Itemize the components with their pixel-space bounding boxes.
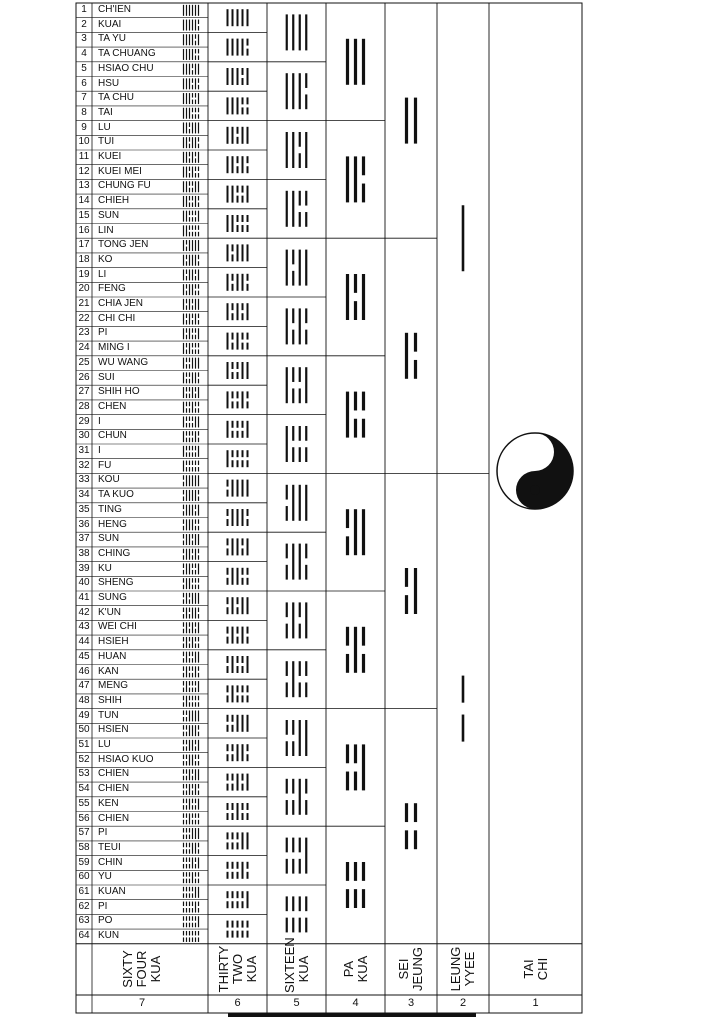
hexagram-symbol [184, 314, 199, 325]
kua-symbol [287, 367, 307, 403]
kua-symbol [348, 392, 364, 438]
hexagram-name: SHIH [98, 694, 122, 706]
hexagram-name: CHIEN [98, 812, 130, 824]
hexagram-number: 21 [78, 298, 90, 309]
kua-symbol [228, 421, 248, 438]
kua-symbol [228, 127, 248, 144]
hexagram-symbol [184, 181, 199, 192]
hexagram-name: CHIEN [98, 768, 130, 780]
hexagram-symbol [184, 122, 199, 133]
hexagram-symbol [184, 269, 199, 280]
hexagram-number: 15 [78, 209, 90, 221]
hexagram-number: 11 [78, 151, 90, 162]
kua-symbol [348, 744, 364, 790]
hexagram-symbol [184, 828, 199, 839]
column-number: 4 [352, 997, 359, 1009]
hexagram-name: MING I [98, 342, 130, 354]
kua-symbol [287, 308, 307, 344]
hexagram-symbol [184, 93, 199, 104]
hexagram-name: TA CHU [98, 92, 134, 104]
hexagram-number: 3 [81, 33, 87, 45]
hexagram-symbol [184, 769, 199, 780]
hexagram-name: FU [98, 459, 112, 471]
hexagram-number: 41 [78, 592, 90, 603]
kua-symbol [228, 450, 248, 467]
hexagram-number: 49 [78, 709, 90, 721]
hexagram-symbol [184, 416, 199, 427]
hexagram-symbol [184, 755, 199, 766]
column-number: 1 [532, 997, 539, 1009]
kua-symbol [228, 480, 248, 497]
column-number: 7 [138, 997, 146, 1009]
kua-symbol [287, 544, 307, 580]
hexagram-name: CHIEN [98, 783, 130, 795]
hexagram-number: 48 [78, 694, 90, 706]
hexagram-name: HSIAO KUO [98, 753, 154, 765]
hexagram-number: 58 [78, 841, 90, 853]
kua-symbol [228, 568, 248, 585]
hexagram-number: 28 [78, 400, 90, 412]
kua-symbol [228, 891, 248, 908]
hexagram-symbol [184, 475, 199, 486]
hexagram-number: 4 [81, 48, 87, 60]
hexagram-number: 33 [78, 474, 90, 486]
hexagram-symbol [184, 563, 199, 574]
hexagram-number: 10 [78, 136, 90, 148]
hexagram-number: 47 [78, 680, 90, 692]
hexagram-name: KUAI [98, 18, 122, 30]
hexagram-name: TA YU [98, 33, 126, 45]
bottom-bar [228, 1013, 476, 1017]
column-header: PA KUA [340, 956, 370, 983]
hexagram-number: 36 [78, 518, 90, 530]
hexagram-symbol [184, 843, 199, 854]
kua-symbol [228, 244, 248, 261]
hexagram-number: 14 [78, 195, 90, 207]
hexagram-name: MENG [98, 680, 128, 692]
column-header: LEUNG YYEE [448, 947, 477, 992]
hexagram-number: 38 [78, 547, 90, 559]
hexagram-symbol [184, 402, 199, 413]
hexagram-name: LI [98, 268, 107, 280]
hexagram-symbol [184, 49, 199, 60]
hexagram-number: 40 [78, 577, 90, 589]
hexagram-name: SUNG [98, 592, 127, 603]
hexagram-number: 45 [78, 650, 90, 662]
hexagram-symbol [184, 34, 199, 45]
hexagram-number: 35 [78, 503, 90, 515]
hexagram-symbol [184, 372, 199, 383]
hexagram-symbol [184, 902, 199, 913]
hexagram-name: SUN [98, 209, 120, 221]
hexagram-symbol [184, 519, 199, 530]
kua-symbol [348, 862, 364, 908]
hexagram-name: KUEI [98, 151, 122, 162]
hexagram-symbol [184, 225, 199, 236]
hexagram-symbol [184, 534, 199, 545]
kua-symbol [228, 597, 248, 614]
hexagram-symbol [184, 108, 199, 119]
hexagram-name: I [98, 445, 101, 456]
hexagram-symbol [184, 652, 199, 663]
hexagram-symbol [184, 64, 199, 75]
hexagram-number: 20 [78, 283, 90, 295]
hexagram-symbol [184, 461, 199, 472]
hexagram-symbol [184, 328, 199, 339]
column-header: SIXTY FOUR KUA [120, 950, 163, 989]
hexagram-symbol [184, 358, 199, 369]
column-header: SIXTEEN KUA [281, 937, 311, 994]
hexagram-name: KU [98, 562, 112, 574]
column-number: 6 [234, 997, 241, 1009]
kua-symbol [348, 509, 364, 555]
hexagram-name: LU [98, 121, 111, 133]
hexagram-name: KUEI MEI [98, 165, 142, 177]
kua-symbol [287, 602, 307, 638]
kua-symbol [228, 774, 248, 791]
yin-yang-icon [497, 433, 573, 509]
column-number: 5 [293, 997, 300, 1009]
hexagram-name: FENG [98, 283, 126, 295]
hexagram-symbol [184, 696, 199, 707]
hexagram-number: 62 [78, 900, 90, 912]
outer-border [76, 3, 582, 1013]
hexagram-name: TING [98, 503, 122, 515]
hexagram-number: 52 [78, 753, 90, 765]
hexagram-symbol [184, 20, 199, 31]
hexagram-number: 44 [78, 636, 90, 648]
hexagram-symbol [184, 446, 199, 457]
hexagram-name: WEI CHI [98, 621, 137, 633]
hexagram-symbol [184, 343, 199, 354]
kua-symbol [228, 921, 248, 938]
hexagram-symbol [184, 710, 199, 721]
kua-symbol [228, 333, 248, 350]
hexagram-name: PO [98, 915, 113, 927]
hexagram-name: TONG JEN [98, 239, 149, 251]
kua-symbol [287, 838, 307, 874]
hexagram-name: CH'IEN [98, 4, 132, 15]
kua-symbol [228, 538, 248, 555]
hexagram-symbol [184, 78, 199, 89]
hexagram-name: SUN [98, 533, 120, 545]
hexagram-number: 46 [78, 665, 90, 677]
column-header: SEI JEUNG [396, 947, 425, 992]
hexagram-symbol [184, 211, 199, 222]
hexagram-symbol [184, 725, 199, 736]
hexagram-name: K'UN [98, 606, 122, 618]
hexagram-symbol [184, 255, 199, 266]
column-header: TAI CHI [520, 958, 550, 981]
kua-symbol [287, 132, 307, 168]
hexagram-number: 42 [78, 606, 90, 618]
hexagram-symbol [184, 578, 199, 589]
hexagram-symbol [184, 387, 199, 398]
hexagram-symbol [184, 916, 199, 927]
hexagram-name: SHENG [98, 577, 134, 589]
hexagram-name: TUN [98, 709, 119, 721]
kua-symbol [228, 685, 248, 702]
kua-symbol [348, 156, 364, 202]
hexagram-number: 8 [81, 106, 87, 118]
hexagram-symbol [184, 240, 199, 251]
kua-symbol [228, 627, 248, 644]
hexagram-number: 55 [78, 797, 90, 809]
hexagram-name: WU WANG [98, 356, 149, 368]
hexagram-number: 23 [78, 327, 90, 339]
kua-symbol [407, 803, 416, 849]
hexagram-number: 63 [78, 915, 90, 927]
kua-symbol [287, 661, 307, 697]
kua-symbol [287, 73, 307, 109]
kua-symbol [287, 779, 307, 815]
hexagram-name: KO [98, 253, 113, 265]
hexagram-symbol [184, 784, 199, 795]
hexagram-number: 64 [78, 930, 90, 942]
hexagram-name: PI [98, 900, 108, 912]
hexagram-number: 13 [78, 180, 90, 192]
hexagram-symbol [184, 931, 199, 942]
hexagram-symbol [184, 666, 199, 677]
hexagram-number: 31 [78, 445, 90, 456]
kua-symbol [228, 9, 248, 26]
hexagram-symbol [184, 622, 199, 633]
kua-symbol [348, 39, 364, 85]
hexagram-name: KUN [98, 930, 120, 942]
hexagram-number: 2 [81, 18, 87, 30]
hexagram-number: 12 [78, 165, 90, 177]
kua-symbol [348, 627, 364, 673]
hexagram-name: TAI [98, 106, 113, 118]
hexagram-number: 37 [78, 533, 90, 545]
hexagram-symbol [184, 167, 199, 178]
kua-symbol [228, 68, 248, 85]
column-number: 3 [407, 997, 415, 1009]
kua-symbol [407, 98, 416, 144]
kua-symbol [287, 250, 307, 286]
kua-symbol [228, 215, 248, 232]
kua-symbol [228, 744, 248, 761]
hexagram-symbol [184, 196, 199, 207]
kua-symbol [228, 509, 248, 526]
hexagram-number: 22 [78, 312, 90, 324]
hexagram-symbol [184, 872, 199, 883]
hexagram-symbol [184, 431, 199, 442]
hexagram-symbol [184, 299, 199, 310]
hexagram-name: TEUI [98, 841, 121, 853]
hexagram-symbol [184, 637, 199, 648]
hexagram-symbol [184, 887, 199, 898]
column-header: THIRTY TWO KUA [215, 946, 259, 993]
hexagram-symbol [184, 5, 199, 16]
hexagram-number: 43 [78, 621, 90, 633]
hexagram-number: 34 [78, 489, 90, 501]
hexagram-number: 16 [78, 224, 90, 236]
kua-symbol [228, 97, 248, 114]
hexagram-number: 30 [78, 430, 90, 442]
hexagram-number: 5 [81, 62, 87, 74]
kua-symbol [228, 656, 248, 673]
hexagram-number: 18 [78, 253, 90, 265]
kua-symbol [228, 274, 248, 291]
hexagram-name: HSIAO CHU [98, 62, 154, 74]
hexagram-symbol [184, 593, 199, 604]
hexagram-name: KUAN [98, 886, 126, 897]
hexagram-number: 27 [78, 386, 90, 398]
hexagram-number: 32 [78, 459, 90, 471]
hexagram-name: CHUN [98, 430, 127, 442]
kua-symbol [287, 426, 307, 462]
kua-symbol [228, 832, 248, 849]
hexagram-name: CHEN [98, 400, 127, 412]
hexagram-symbol [184, 152, 199, 163]
hexagram-name: LU [98, 739, 111, 750]
hexagram-symbol [184, 284, 199, 295]
kua-symbol [228, 362, 248, 379]
kua-symbol [287, 896, 307, 932]
hexagram-name: HUAN [98, 650, 127, 662]
kua-symbol [228, 862, 248, 879]
hexagram-number: 53 [78, 768, 90, 780]
hexagram-symbol [184, 608, 199, 619]
hexagram-name: KOU [98, 474, 120, 486]
hexagram-name: TA KUO [98, 489, 134, 501]
hexagram-number: 61 [78, 886, 90, 897]
hexagram-name: YU [98, 871, 112, 883]
hexagram-symbol [184, 740, 199, 751]
hexagram-number: 50 [78, 724, 90, 736]
hexagram-number: 17 [78, 239, 90, 251]
hexagram-name: TA CHUANG [98, 48, 156, 60]
hexagram-name: LIN [98, 224, 114, 236]
hexagram-name: CHIA JEN [98, 298, 144, 309]
hexagram-name: HSIEN [98, 724, 129, 736]
hexagram-name: PI [98, 327, 108, 339]
hexagram-number: 26 [78, 371, 90, 383]
hexagram-symbol [184, 857, 199, 868]
hexagram-symbol [184, 799, 199, 810]
hexagram-symbol [184, 137, 199, 148]
hexagram-name: I [98, 415, 101, 427]
kua-symbol [228, 186, 248, 203]
hexagram-number: 19 [78, 268, 90, 280]
kua-symbol [228, 39, 248, 56]
hexagram-name: HSU [98, 77, 120, 89]
hexagram-number: 39 [78, 562, 90, 574]
hexagram-symbol [184, 490, 199, 501]
hexagram-name: KAN [98, 665, 119, 677]
hexagram-symbol [184, 813, 199, 824]
hexagram-name: CHIN [98, 856, 123, 868]
hexagram-name: CHUNG FU [98, 180, 151, 192]
kua-symbol [287, 720, 307, 756]
table-grid [76, 3, 582, 1017]
hexagram-symbol [184, 549, 199, 560]
hexagram-number: 9 [81, 121, 87, 133]
hexagram-name: KEN [98, 797, 119, 809]
kua-symbol [228, 391, 248, 408]
hexagram-name: HENG [98, 518, 127, 530]
kua-symbol [228, 803, 248, 820]
hexagram-number: 6 [81, 77, 87, 89]
hexagram-number: 56 [78, 812, 90, 824]
kua-symbol [287, 14, 307, 50]
kua-symbol [287, 191, 307, 227]
hexagram-name: PI [98, 827, 108, 839]
hexagram-number: 7 [81, 92, 87, 104]
hexagram-name: CHING [98, 547, 131, 559]
hexagram-number: 57 [78, 827, 90, 839]
hexagram-name: HSIEH [98, 636, 129, 648]
hexagram-name: SHIH HO [98, 386, 140, 398]
kua-symbol [407, 568, 416, 614]
hexagram-number: 1 [81, 4, 87, 15]
hexagram-number: 29 [78, 415, 90, 427]
hexagram-name: SUI [98, 371, 115, 383]
hexagram-number: 51 [78, 739, 90, 750]
kua-symbol [348, 274, 364, 320]
hexagram-symbol [184, 505, 199, 516]
kua-symbol [228, 715, 248, 732]
hexagram-name: CHI CHI [98, 312, 136, 324]
column-number: 2 [459, 997, 467, 1009]
hexagram-number: 54 [78, 783, 90, 795]
kua-symbol [407, 333, 416, 379]
kua-symbol [228, 303, 248, 320]
hexagram-number: 24 [78, 342, 90, 354]
hexagram-name: TUI [98, 136, 115, 148]
hexagram-number: 60 [78, 871, 90, 883]
hexagram-name: CHIEH [98, 195, 130, 207]
hexagram-number: 59 [78, 856, 90, 868]
kua-symbol [228, 156, 248, 173]
hexagram-number: 25 [78, 356, 90, 368]
kua-symbol [287, 485, 307, 521]
hexagram-symbol [184, 681, 199, 692]
